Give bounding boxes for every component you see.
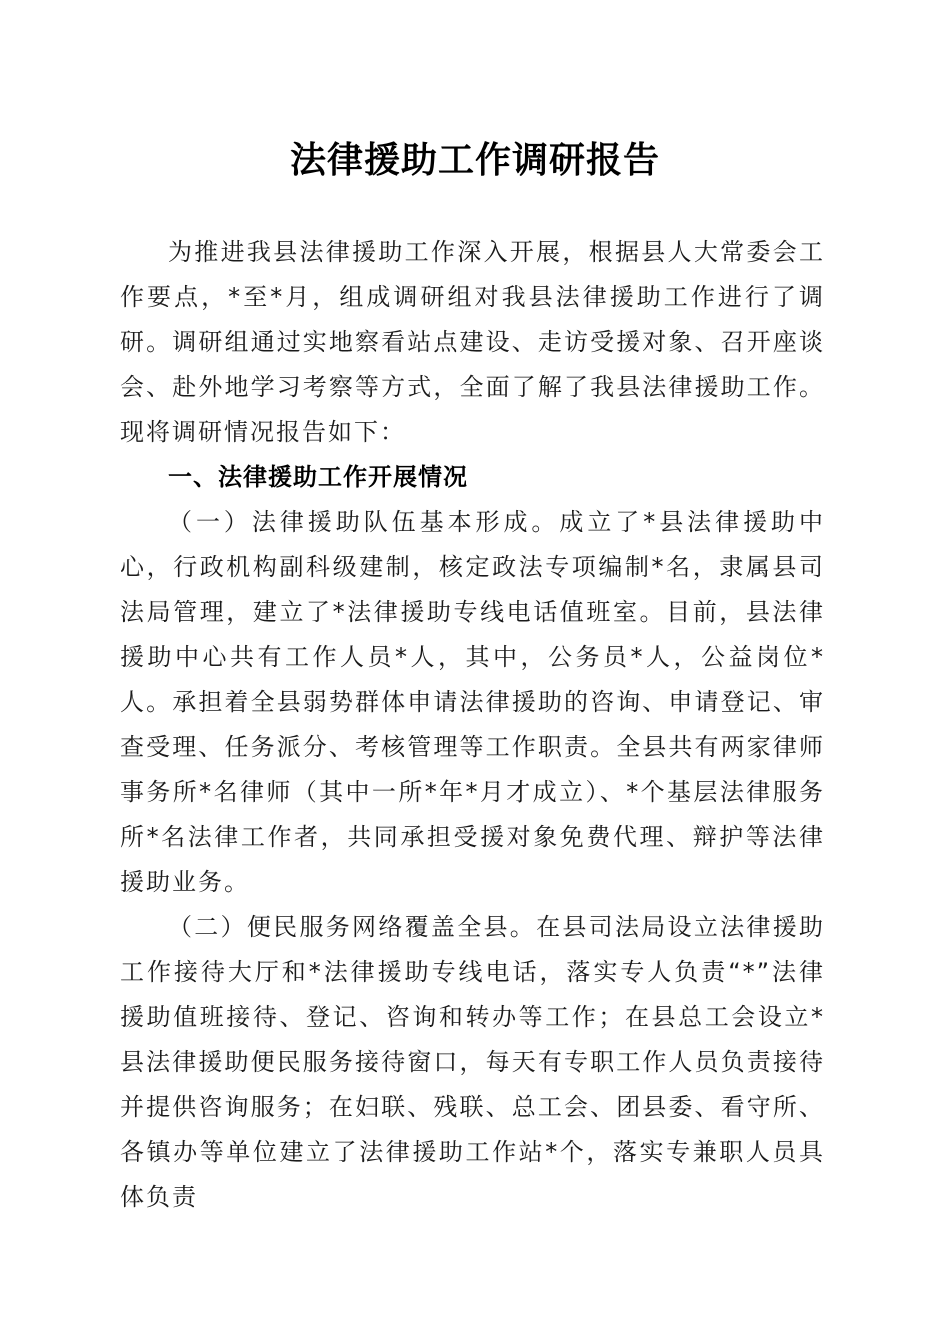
paragraph-network-lead: （二）便民服务网络覆盖全县。 [168,913,537,941]
paragraph-network-text: 在县司法局设立法律援助工作接待大厅和*法律援助专线电话，落实专人负责“*”法律援助值班接待、登记、咨询和转办等工作；在县总工会设立*县法律援助便民服务接待窗口，每天有专职工作人员负责接待并提供咨询服务；在妇联、残联、总工会、团县委、看守所、各镇办等单位建立了法律援助工作站*个，落实专兼职人员具体负责 [120,913,826,1211]
paragraph-network [120,905,825,1220]
paragraph-team-lead: （一）法律援助队伍基本形成。 [168,508,560,536]
document-body [120,230,825,1220]
paragraph-team [120,500,825,905]
intro-paragraph: 为推进我县法律援助工作深入开展，根据县人大常委会工作要点，*至*月，组成调研组对我县法律援助工作进行了调研。调研组通过实地察看站点建设、走访受援对象、召开座谈会、赴外地学习考察等方式，全面了解了我县法律援助工作。现将调研情况报告如下： [120,238,825,446]
paragraph-team-text: 成立了*县法律援助中心，行政机构副科级建制，核定政法专项编制*名，隶属县司法局管理，建立了*法律援助专线电话值班室。目前，县法律援助中心共有工作人员*人，其中，公务员*人，公益岗位*人。承担着全县弱势群体申请法律援助的咨询、申请登记、审查受理、任务派分、考核管理等工作职责。全县共有两家律师事务所*名律师（其中一所*年*月才成立）、*个基层法律服务所*名法律工作者，共同承担受援对象免费代理、辩护等法律援助业务。 [120,508,825,896]
document-title: 法律援助工作调研报告 [289,139,660,181]
section-heading: 一、法律援助工作开展情况 [168,463,468,491]
